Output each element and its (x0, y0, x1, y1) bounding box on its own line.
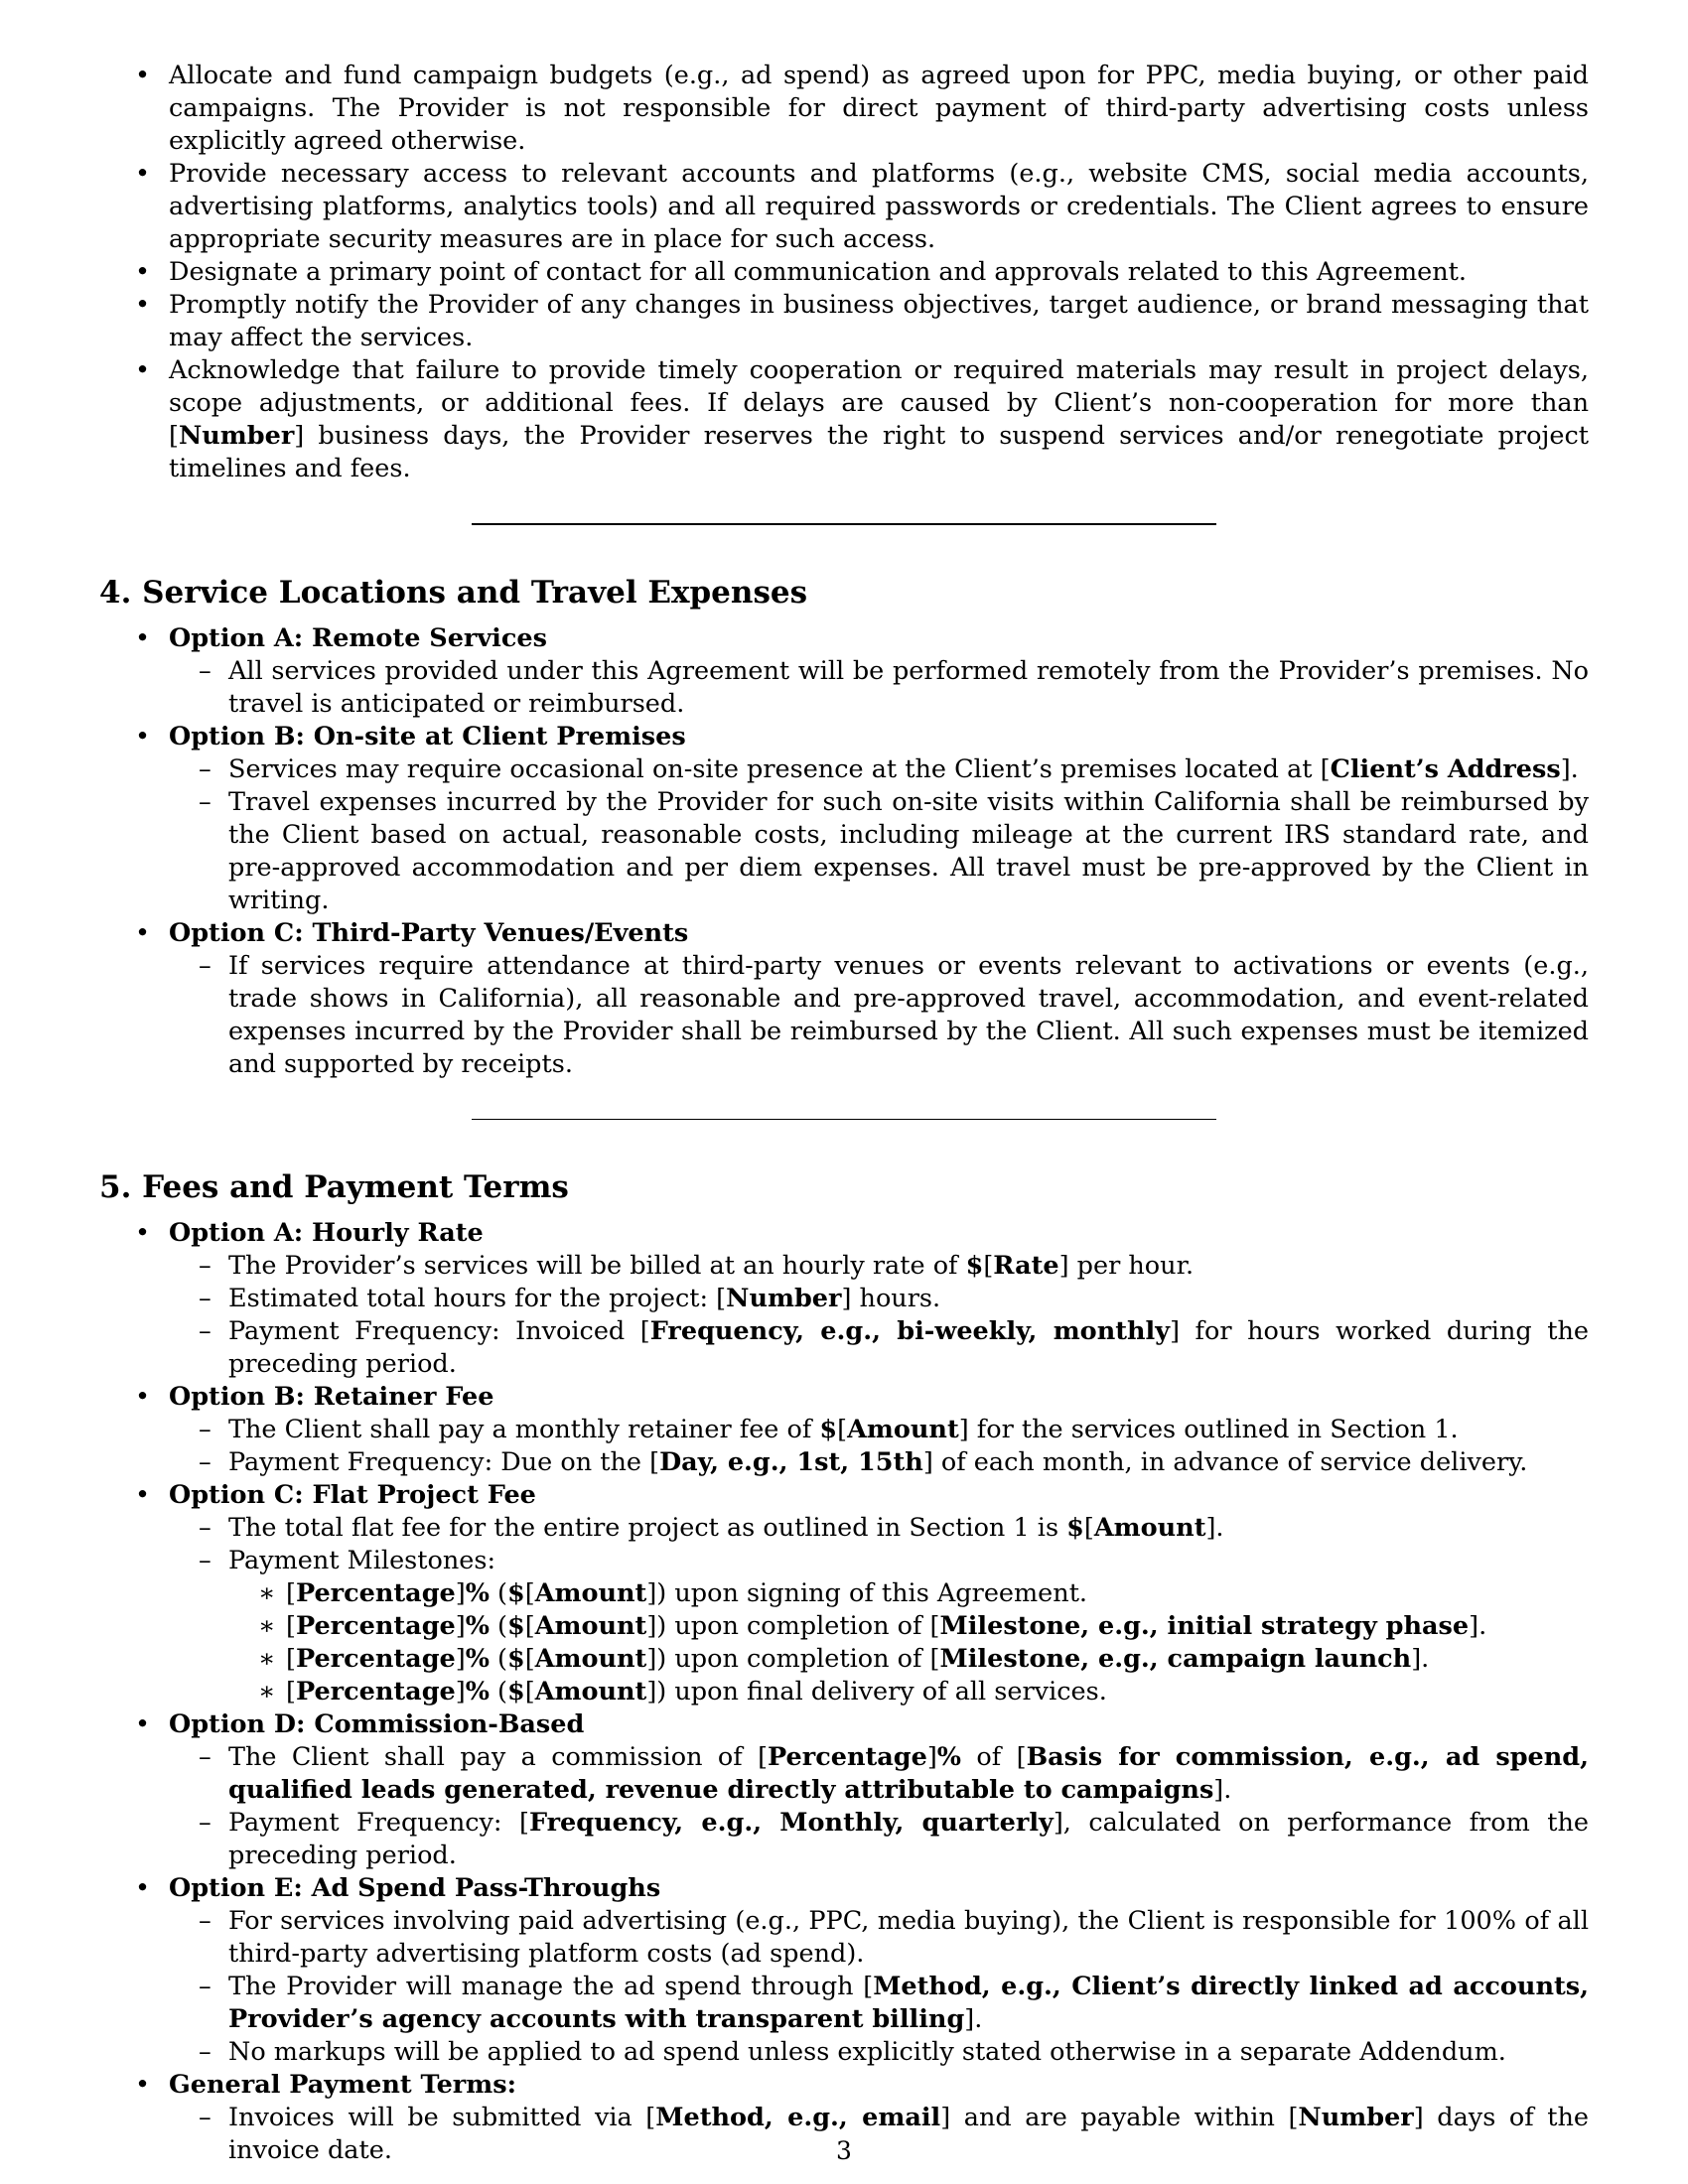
list-item: – Services may require occasional on-site presence at the Client’s premises located at [Client’s Address]. (169, 753, 1589, 786)
list-item: – Estimated total hours for the project: [Number] hours. (169, 1283, 1589, 1315)
section-5-heading: 5. Fees and Payment Terms (99, 1169, 569, 1205)
option-d-commission (99, 1708, 1589, 1872)
option-label: Option C: Third-Party Venues/Events (169, 918, 689, 948)
option-label: Option B: On-site at Client Premises (169, 722, 686, 751)
list-item: – The Client shall pay a monthly retainer fee of $[Amount] for the services outlined in Section 1. (169, 1414, 1589, 1446)
list-item: – All services provided under this Agreement will be performed remotely from the Provider’s premises. No travel is anticipated or reimbursed. (169, 655, 1589, 721)
page-content (99, 60, 1589, 2167)
list-item: – Invoices will be submitted via [Method, e.g., email] and are payable within [Number] days of the invoice date. (169, 2102, 1589, 2167)
client-obligations-list (99, 60, 1589, 485)
list-item: – The total flat fee for the entire project as outlined in Section 1 is $[Amount]. (169, 1512, 1589, 1545)
option-c-venues (99, 917, 1589, 1081)
section-5-options (99, 1217, 1589, 2167)
milestone-item: ∗ [Percentage]% ($[Amount]) upon final delivery of all services. (228, 1676, 1589, 1708)
option-label: Option D: Commission-Based (169, 1709, 585, 1739)
list-item: • Allocate and fund campaign budgets (e.g., ad spend) as agreed upon for PPC, media buying, or other paid campaigns. The Provider is not responsible for direct payment of third-party advertising costs unless explicitly agreed otherwise. (99, 60, 1589, 158)
list-item: – The Provider will manage the ad spend through [Method, e.g., Client’s directly linked ad accounts, Provider’s agency accounts with transparent billing]. (169, 1971, 1589, 2036)
list-item: – Payment Milestones: ∗ [Percentage]% ($[Amount]) upon signing of this Agreement. ∗ [Percentage]% ($[Amount]) upon completion of [Milestone, e.g., initial strategy phase]. ∗ [Percentage]% ($[Amount]) upon completion of [Milestone, e.g., campaign launch]. ∗ [Percentage]% ($[Amount]) upon final delivery of all services. (169, 1545, 1589, 1708)
option-label: Option A: Hourly Rate (169, 1218, 484, 1248)
option-e-ad-spend (99, 1872, 1589, 2069)
option-label: Option C: Flat Project Fee (169, 1480, 536, 1510)
option-b-onsite (99, 721, 1589, 917)
list-item: – Payment Frequency: Due on the [Day, e.g., 1st, 15th] of each month, in advance of service delivery. (169, 1446, 1589, 1479)
milestone-item: ∗ [Percentage]% ($[Amount]) upon signing of this Agreement. (228, 1577, 1589, 1610)
list-item: – Travel expenses incurred by the Provider for such on-site visits within California shall be reimbursed by the Client based on actual, reasonable costs, including mileage at the current IRS standard rate, and pre-approved accommodation and per diem expenses. All travel must be pre-approved by the Client in writing. (169, 786, 1589, 917)
section-4-heading: 4. Service Locations and Travel Expenses (99, 575, 808, 611)
option-label: General Payment Terms: (169, 2070, 516, 2100)
list-item: • Designate a primary point of contact for all communication and approvals related to this Agreement. (99, 256, 1589, 289)
option-b-retainer (99, 1381, 1589, 1479)
section-4-options (99, 622, 1589, 1081)
list-item: • Provide necessary access to relevant accounts and platforms (e.g., website CMS, social media accounts, advertising platforms, analytics tools) and all required passwords or credentials. The Client agrees to ensure appropriate security measures are in place for such access. (99, 158, 1589, 256)
list-item: – Payment Frequency: Invoiced [Frequency, e.g., bi-weekly, monthly] for hours worked during the preceding period. (169, 1315, 1589, 1381)
list-item: – The Provider’s services will be billed at an hourly rate of $[Rate] per hour. (169, 1250, 1589, 1283)
page-number: 3 (836, 2136, 852, 2165)
list-item: – For services involving paid advertising (e.g., PPC, media buying), the Client is responsible for 100% of all third-party advertising platform costs (ad spend). (169, 1905, 1589, 1971)
list-item: – No markups will be applied to ad spend unless explicitly stated otherwise in a separate Addendum. (169, 2036, 1589, 2069)
option-a-remote (99, 622, 1589, 721)
section-divider (472, 523, 1216, 525)
list-item: • Promptly notify the Provider of any changes in business objectives, target audience, or brand messaging that may affect the services. (99, 289, 1589, 354)
option-c-flat-fee (99, 1479, 1589, 1708)
list-item: – The Client shall pay a commission of [Percentage]% of [Basis for commission, e.g., ad spend, qualified leads generated, revenue directly attributable to campaigns]. (169, 1741, 1589, 1807)
milestone-item: ∗ [Percentage]% ($[Amount]) upon completion of [Milestone, e.g., campaign launch]. (228, 1643, 1589, 1676)
milestone-item: ∗ [Percentage]% ($[Amount]) upon completion of [Milestone, e.g., initial strategy phase]. (228, 1610, 1589, 1643)
option-label: Option A: Remote Services (169, 623, 547, 653)
list-item: • Acknowledge that failure to provide timely cooperation or required materials may result in project delays, scope adjustments, or additional fees. If delays are caused by Client’s non-cooperation for more than [Number] business days, the Provider reserves the right to suspend services and/or renegotiate project timelines and fees. (99, 354, 1589, 485)
option-label: Option B: Retainer Fee (169, 1382, 494, 1412)
section-divider (472, 1119, 1216, 1120)
list-item: – If services require attendance at third-party venues or events relevant to activations or events (e.g., trade shows in California), all reasonable and pre-approved travel, accommodation, and event-related expenses incurred by the Provider shall be reimbursed by the Client. All such expenses must be itemized and supported by receipts. (169, 950, 1589, 1081)
list-item: – Payment Frequency: [Frequency, e.g., Monthly, quarterly], calculated on performance from the preceding period. (169, 1807, 1589, 1872)
option-a-hourly (99, 1217, 1589, 1381)
option-label: Option E: Ad Spend Pass-Throughs (169, 1873, 661, 1903)
payment-milestones (228, 1577, 1589, 1708)
